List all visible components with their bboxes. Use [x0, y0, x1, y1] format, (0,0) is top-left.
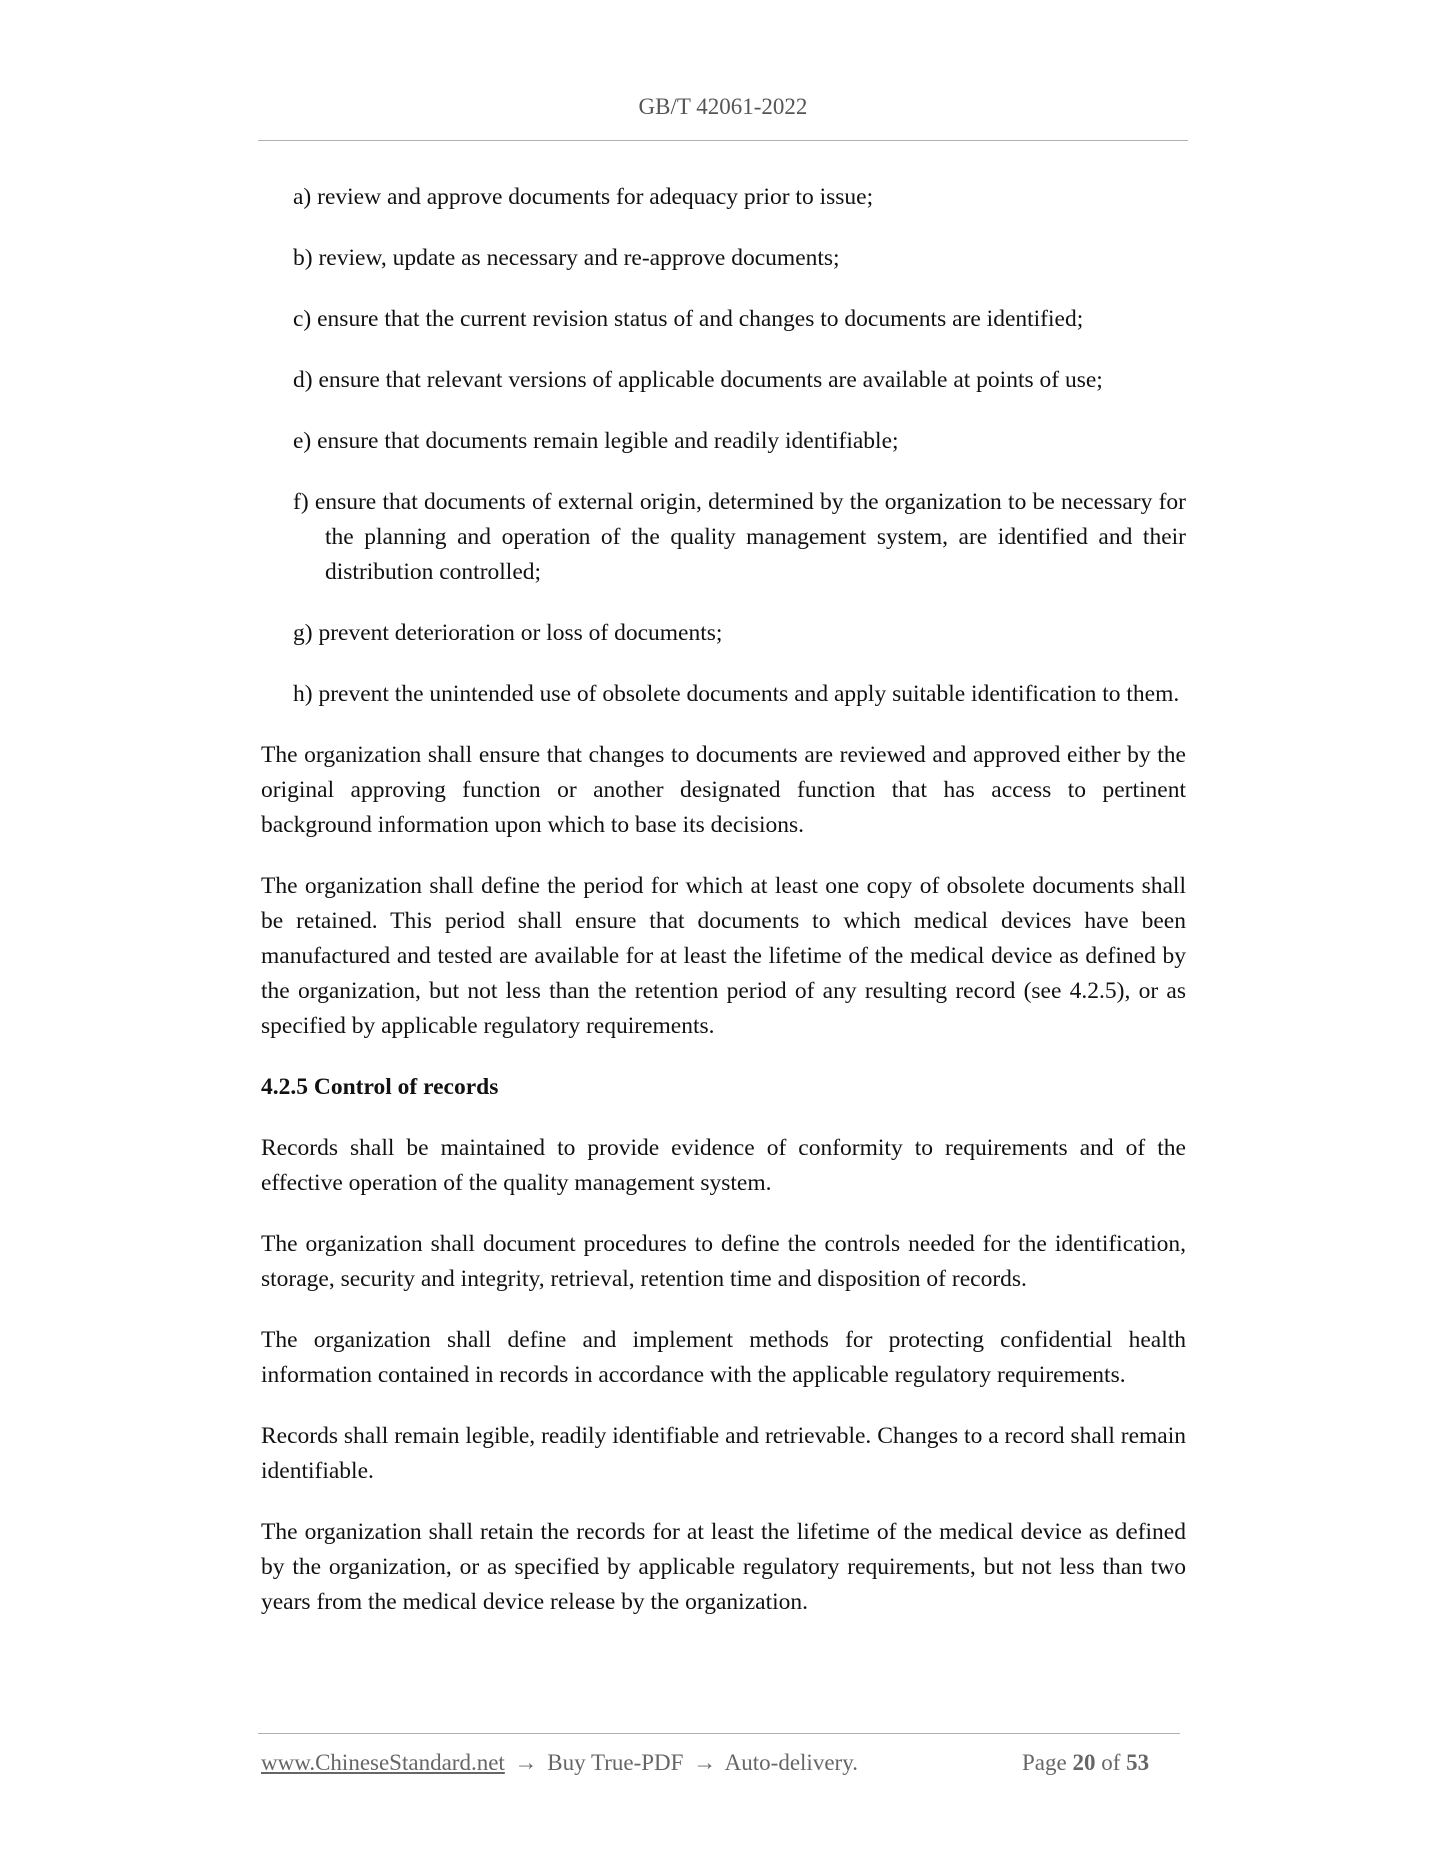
section-heading: 4.2.5 Control of records	[261, 1074, 499, 1100]
list-item-g: g) prevent deterioration or loss of documents;	[293, 620, 723, 646]
paragraph-records-lifetime: The organization shall retain the records for at least the lifetime of the medical device as defined by the organization, or as specified by applicable regulatory requirements, but not less than two years from the medical device release by the organization.	[261, 1519, 1186, 1615]
auto-delivery-text: Auto-delivery.	[724, 1750, 858, 1775]
of-label: of	[1101, 1750, 1121, 1775]
page-total: 53	[1126, 1750, 1150, 1775]
list-item-d: d) ensure that relevant versions of applicable documents are available at points of use;	[293, 367, 1103, 393]
list-item-e: e) ensure that documents remain legible and readily identifiable;	[293, 428, 899, 454]
page-current: 20	[1072, 1750, 1096, 1775]
footer-promo	[261, 1750, 858, 1776]
list-item-a: a) review and approve documents for adequacy prior to issue;	[293, 184, 874, 210]
website-link[interactable]: www.ChineseStandard.net	[261, 1750, 505, 1775]
list-item-f: f) ensure that documents of external origin, determined by the organization to be necessary for the planning and operation of the quality management system, are identified and their distribution controlled;	[293, 489, 1186, 585]
list-item-h: h) prevent the unintended use of obsolete documents and apply suitable identification to them.	[293, 681, 1180, 707]
paragraph-confidential-info: The organization shall define and implement methods for protecting confidential health information contained in records in accordance with the applicable regulatory requirements.	[261, 1327, 1186, 1388]
arrow-right-icon: →	[693, 1750, 717, 1775]
arrow-right-icon: →	[514, 1750, 538, 1775]
header-divider	[258, 140, 1188, 141]
list-item-b: b) review, update as necessary and re-approve documents;	[293, 245, 840, 271]
page-number	[1022, 1750, 1149, 1776]
buy-true-pdf-text: Buy True-PDF	[547, 1750, 684, 1775]
document-header-title: GB/T 42061-2022	[638, 94, 808, 119]
paragraph-records-procedures: The organization shall document procedures to define the controls needed for the identification, storage, security and integrity, retrieval, retention time and disposition of records.	[261, 1231, 1186, 1292]
footer-divider	[258, 1733, 1180, 1734]
paragraph-changes-approval: The organization shall ensure that changes to documents are reviewed and approved either by the original approving function or another designated function that has access to pertinent background information upon which to base its decisions.	[261, 742, 1186, 838]
paragraph-obsolete-retention: The organization shall define the period for which at least one copy of obsolete documents shall be retained. This period shall ensure that documents to which medical devices have been manufactured and tested are available for at least the lifetime of the medical device as defined by the organization, but not less than the retention period of any resulting record (see 4.2.5), or as specified by applicable regulatory requirements.	[261, 873, 1186, 1039]
paragraph-records-legible: Records shall remain legible, readily identifiable and retrievable. Changes to a record shall remain identifiable.	[261, 1423, 1186, 1484]
list-item-c: c) ensure that the current revision status of and changes to documents are identified;	[293, 306, 1084, 332]
page-content	[261, 180, 1186, 1646]
paragraph-records-maintained: Records shall be maintained to provide evidence of conformity to requirements and of the effective operation of the quality management system.	[261, 1135, 1186, 1196]
page-label: Page	[1022, 1750, 1067, 1775]
